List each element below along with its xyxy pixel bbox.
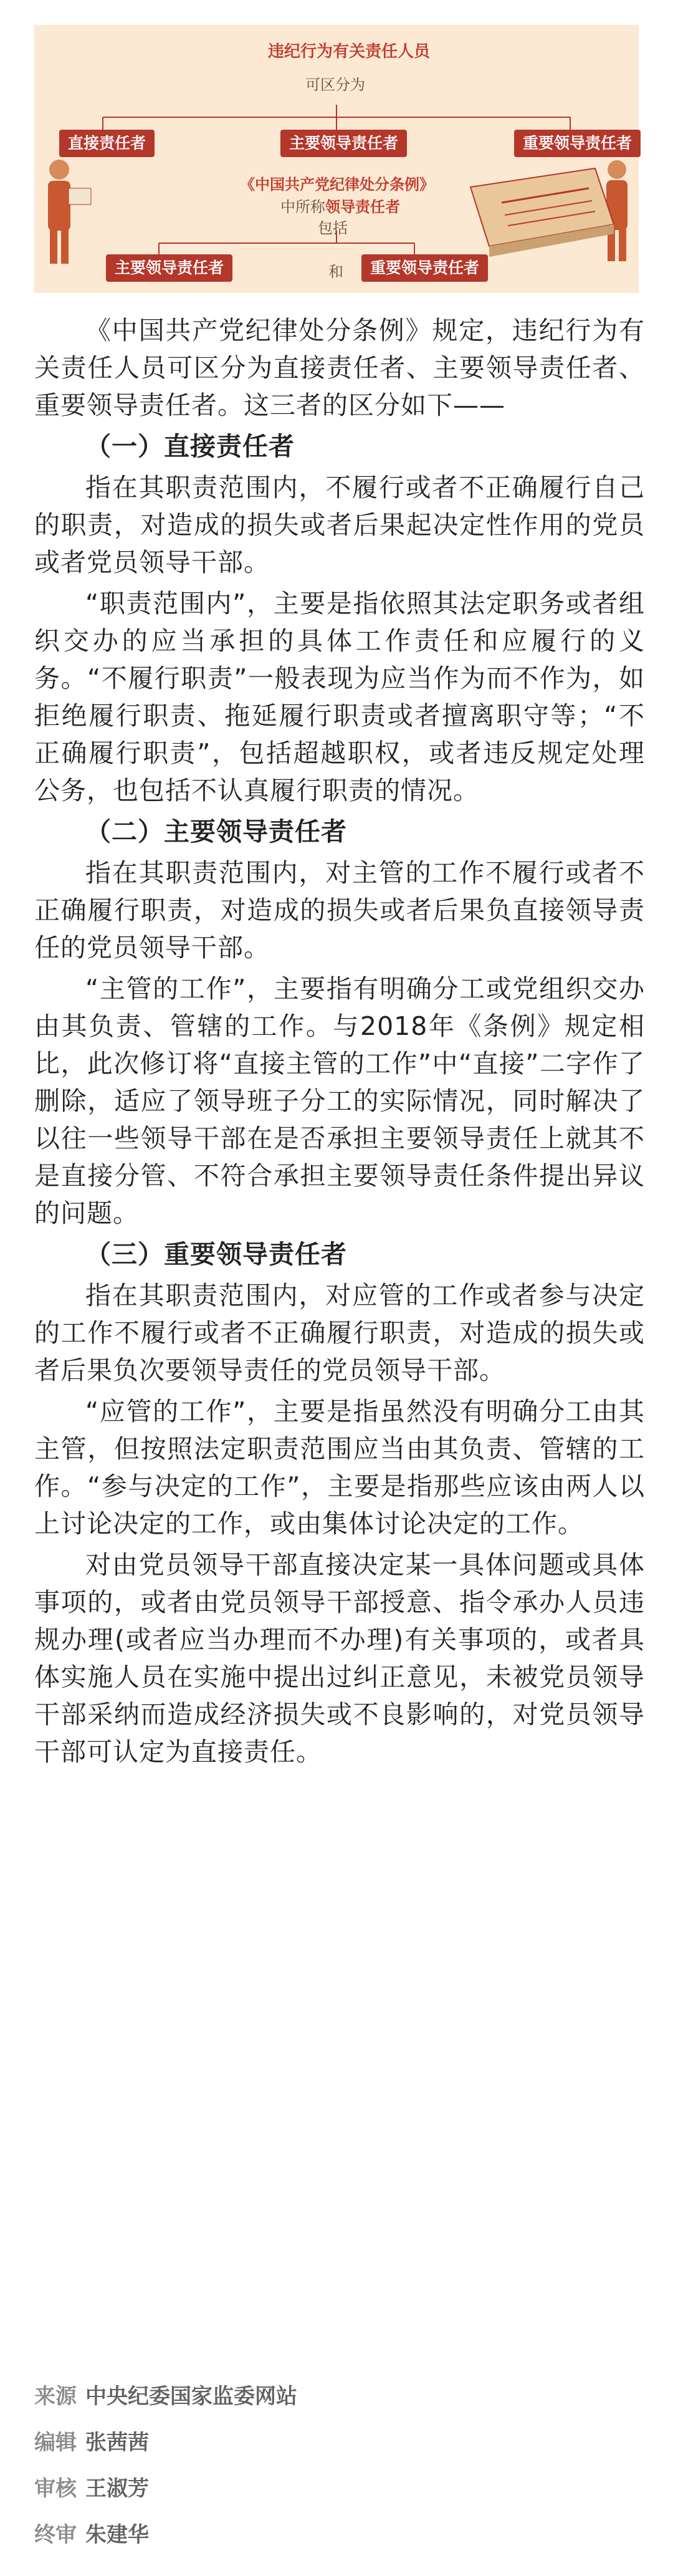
article-body xyxy=(34,312,645,1774)
paragraph: 指在其职责范围内，对主管的工作不履行或者不正确履行职责，对造成的损失或者后果负直接领导责任的党员领导干部。 xyxy=(34,858,645,963)
paragraph: 对由党员领导干部直接决定某一具体问题或具体事项的，或者由党员领导干部授意、指令承办人员违规办理(或者应当办理而不办理)有关事项的，或者具体实施人员在实施中提出过纠正意见，未被党员领导干部采纳而造成经济损失或不良影响的，对党员领导干部可认定为直接责任。 xyxy=(34,1550,645,1767)
responsibility-diagram xyxy=(34,25,639,293)
paragraph: 指在其职责范围内，对应管的工作或者参与决定的工作不履行或者不正确履行职责，对造成的损失或者后果负次要领导责任的党员领导干部。 xyxy=(34,1281,645,1385)
diagram-regulation-mid: 中所称领导责任者 xyxy=(280,198,400,216)
section-heading-main-leader: （二）主要领导责任者 xyxy=(85,817,347,847)
paragraph: “职责范围内”，主要是指依照其法定职务或者组织交办的应当承担的具体工作责任和应履行的义务。“不履行职责”一般表现为应当作为而不作为，如拒绝履行职责、拖延履行职责或者擅离职守等；“不正确履行职责”，包括超越职权，或者违反规定处理公务，也包括不认真履行职责的情况。 xyxy=(34,589,645,805)
paragraph: “应管的工作”，主要是指虽然没有明确分工由其主管，但按照法定职责范围应当由其负责、管辖的工作。“参与决定的工作”，主要是指那些应该由两人以上讨论决定的工作，或由集体讨论决定的工作。 xyxy=(34,1396,645,1539)
tag-bottom-important-leader: 重要领导责任者 xyxy=(361,254,488,282)
credits xyxy=(34,2381,297,2566)
intro-paragraph: 《中国共产党纪律处分条例》规定，违纪行为有关责任人员可区分为直接责任者、主要领导责任者、重要领导责任者。这三者的区分如下—— xyxy=(34,315,645,420)
book-icon xyxy=(470,168,614,257)
diagram-title: 违纪行为有关责任人员 xyxy=(268,42,431,61)
person-left-figure xyxy=(48,160,91,264)
diagram-and-text: 和 xyxy=(328,263,343,281)
section-heading-important-leader: （三）重要领导责任者 xyxy=(85,1239,347,1269)
section-heading-direct: （一）直接责任者 xyxy=(85,431,295,461)
tag-direct-responsible: 直接责任者 xyxy=(59,130,155,157)
credit-reviewer: 审核 王淑芳 xyxy=(34,2476,149,2501)
credit-final-review: 终审 朱建华 xyxy=(34,2522,149,2547)
diagram-regulation-title: 《中国共产党纪律处分条例》 xyxy=(240,175,434,193)
credit-editor: 编辑 张茜茜 xyxy=(34,2430,149,2455)
tag-main-leader: 主要领导责任者 xyxy=(280,130,407,157)
credit-source: 来源 中央纪委国家监委网站 xyxy=(34,2384,297,2409)
diagram-include-text: 包括 xyxy=(318,219,348,237)
tag-bottom-main-leader: 主要领导责任者 xyxy=(106,254,232,282)
tag-important-leader: 重要领导责任者 xyxy=(514,130,641,157)
paragraph: “主管的工作”，主要指有明确分工或党组织交办由其负责、管辖的工作。与2018年《条例》规定相比，此次修订将“直接主管的工作”中“直接”二字作了删除，适应了领导班子分工的实际情况，同时解决了以往一些领导干部在是否承担主要领导责任上就其不是直接分管、不符合承担主要领导责任条件提出异议的问题。 xyxy=(34,974,645,1228)
paragraph: 指在其职责范围内，不履行或者不正确履行自己的职责，对造成的损失或者后果起决定性作用的党员或者党员领导干部。 xyxy=(34,473,645,577)
diagram-subtitle: 可区分为 xyxy=(305,76,365,94)
diagram-graphics xyxy=(34,25,639,293)
